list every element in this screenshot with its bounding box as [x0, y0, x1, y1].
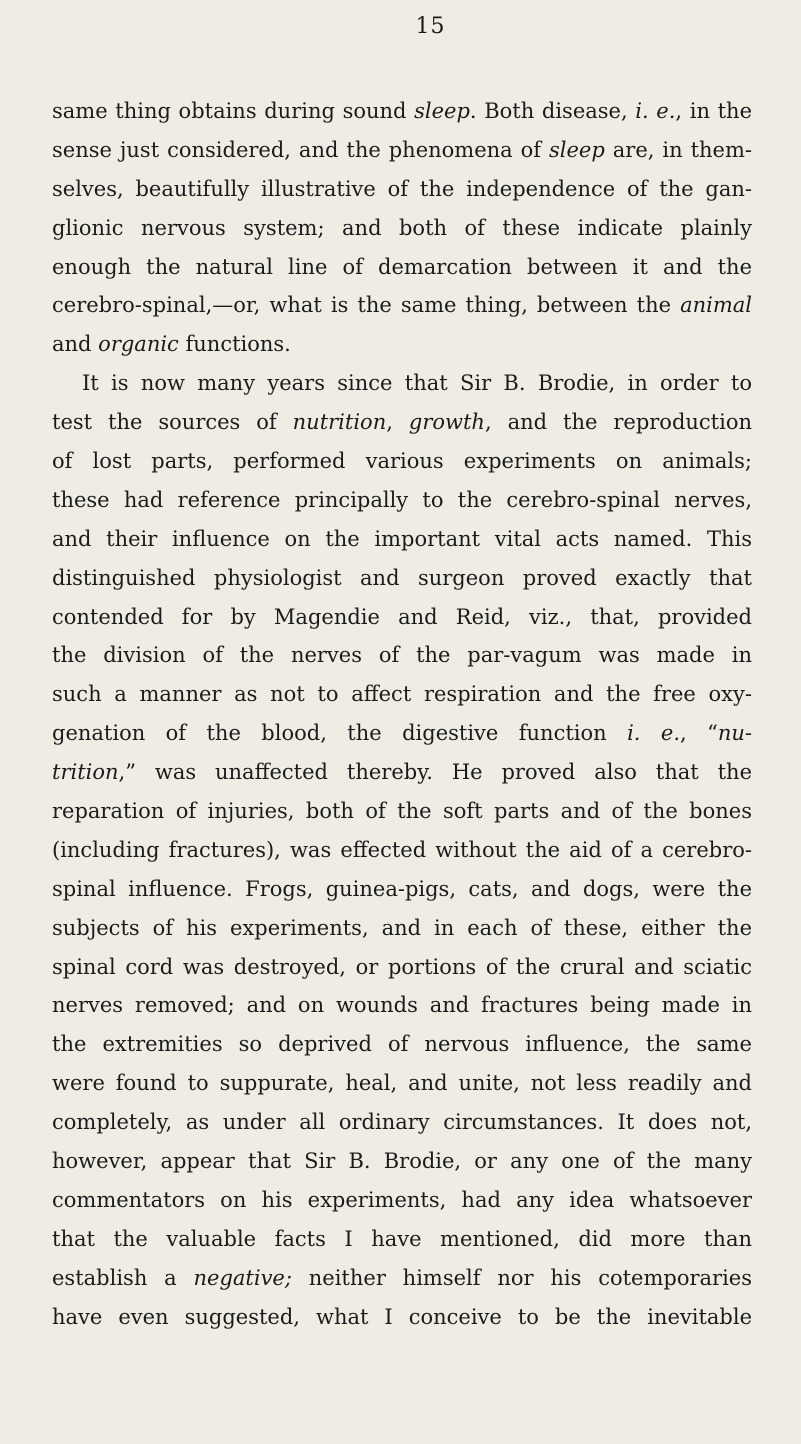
text-segment: It is now many years since that Sir B. Brodie, in order to — [82, 371, 752, 396]
text-segment: contended for by Magendie and Reid, viz., that, provided — [52, 604, 752, 629]
italic-text: nutrition — [292, 410, 387, 435]
text-segment: the extremities so deprived of nervous influence, the same — [52, 1032, 752, 1057]
text-segment: test the sources of — [52, 410, 293, 435]
italic-text: sleep — [414, 99, 470, 123]
text-line — [52, 948, 752, 987]
text-line — [52, 1298, 752, 1337]
italic-text: organic — [98, 332, 179, 357]
text-line — [52, 520, 752, 559]
text-segment: nerves removed; and on wounds and fractures being made in — [52, 993, 752, 1018]
text-line — [52, 598, 752, 637]
text-line — [52, 909, 752, 948]
page-body-text — [52, 92, 752, 1337]
text-segment: cerebro-spinal,—or, what is the same thing, between the — [52, 293, 681, 318]
text-segment: spinal influence. Frogs, guinea-pigs, cats, and dogs, were the — [52, 876, 752, 901]
text-segment: subjects of his experiments, and in each of these, either the — [52, 915, 752, 940]
text-line — [52, 1064, 752, 1103]
italic-text: animal — [680, 293, 752, 318]
text-segment: spinal cord was destroyed, or portions of the crural and sciatic — [52, 954, 752, 979]
text-segment: and — [52, 332, 99, 357]
text-segment: enough the natural line of demarcation between it and the — [52, 254, 752, 279]
italic-text: growth — [408, 410, 485, 435]
text-segment: genation of the blood, the digestive function — [52, 721, 628, 746]
text-line — [52, 481, 752, 520]
page-number: 15 — [415, 14, 446, 39]
text-segment: that the valuable facts I have mentioned, did more than — [52, 1226, 752, 1251]
text-segment: functions. — [178, 332, 291, 357]
text-segment: , and the reproduction — [484, 410, 753, 435]
text-line — [52, 1220, 752, 1259]
text-segment: these had reference principally to the cerebro-spinal nerves, — [52, 487, 752, 512]
text-segment: , in the — [675, 99, 752, 123]
text-line — [52, 131, 752, 170]
text-segment: . Both disease, — [469, 99, 636, 123]
text-segment: are, in them- — [604, 137, 752, 162]
italic-text: trition — [52, 760, 119, 785]
text-line — [52, 286, 752, 325]
text-segment: , “ — [680, 721, 718, 746]
italic-text: nu- — [717, 721, 753, 746]
text-segment: such a manner as not to affect respiration and the free oxy- — [52, 682, 752, 707]
text-segment: neither himself nor his cotemporaries — [291, 1265, 752, 1290]
text-segment: reparation of injuries, both of the soft parts and of the bones — [52, 799, 752, 824]
text-line — [52, 1259, 752, 1298]
italic-text: sleep — [549, 137, 605, 162]
text-line — [52, 403, 752, 442]
text-line — [52, 325, 752, 364]
italic-text: negative; — [193, 1265, 292, 1290]
text-segment: establish a — [52, 1265, 194, 1290]
text-line — [52, 831, 752, 870]
text-line — [52, 364, 752, 403]
text-line — [52, 1181, 752, 1220]
text-segment: , — [386, 410, 409, 435]
text-line — [52, 675, 752, 714]
text-segment: however, appear that Sir B. Brodie, or any one of the many — [52, 1149, 752, 1174]
text-segment: glionic nervous system; and both of these indicate plainly — [52, 215, 752, 240]
text-segment: (including fractures), was effected without the aid of a cerebro- — [52, 837, 752, 862]
text-segment: distinguished physiologist and surgeon proved exactly that — [52, 565, 752, 590]
italic-text: i. e. — [627, 721, 681, 746]
text-line — [52, 170, 752, 209]
text-line — [52, 753, 752, 792]
text-line — [52, 442, 752, 481]
text-segment: sense just considered, and the phenomena of — [52, 137, 550, 162]
text-line — [52, 1025, 752, 1064]
text-line — [52, 636, 752, 675]
text-line — [52, 986, 752, 1025]
text-segment: the division of the nerves of the par-vagum was made in — [52, 643, 752, 668]
text-line — [52, 714, 752, 753]
text-segment: completely, as under all ordinary circumstances. It does not, — [52, 1110, 752, 1135]
text-line — [52, 559, 752, 598]
italic-text: i. e. — [635, 99, 676, 123]
text-line — [52, 792, 752, 831]
text-line — [52, 1142, 752, 1181]
text-segment: commentators on his experiments, had any idea whatsoever — [52, 1187, 752, 1212]
text-line — [52, 248, 752, 287]
text-line — [52, 92, 752, 131]
text-segment: ,” was unaffected thereby. He proved also that the — [118, 760, 752, 785]
text-segment: selves, beautifully illustrative of the independence of the gan- — [52, 176, 752, 201]
text-segment: were found to suppurate, heal, and unite, not less readily and — [52, 1071, 752, 1096]
text-segment: same thing obtains during sound — [52, 99, 415, 123]
text-line — [52, 870, 752, 909]
text-segment: of lost parts, performed various experiments on animals; — [52, 449, 752, 474]
text-segment: have even suggested, what I conceive to be the inevitable — [52, 1304, 752, 1329]
text-line — [52, 209, 752, 248]
text-line — [52, 1103, 752, 1142]
text-segment: and their influence on the important vital acts named. This — [52, 526, 752, 551]
